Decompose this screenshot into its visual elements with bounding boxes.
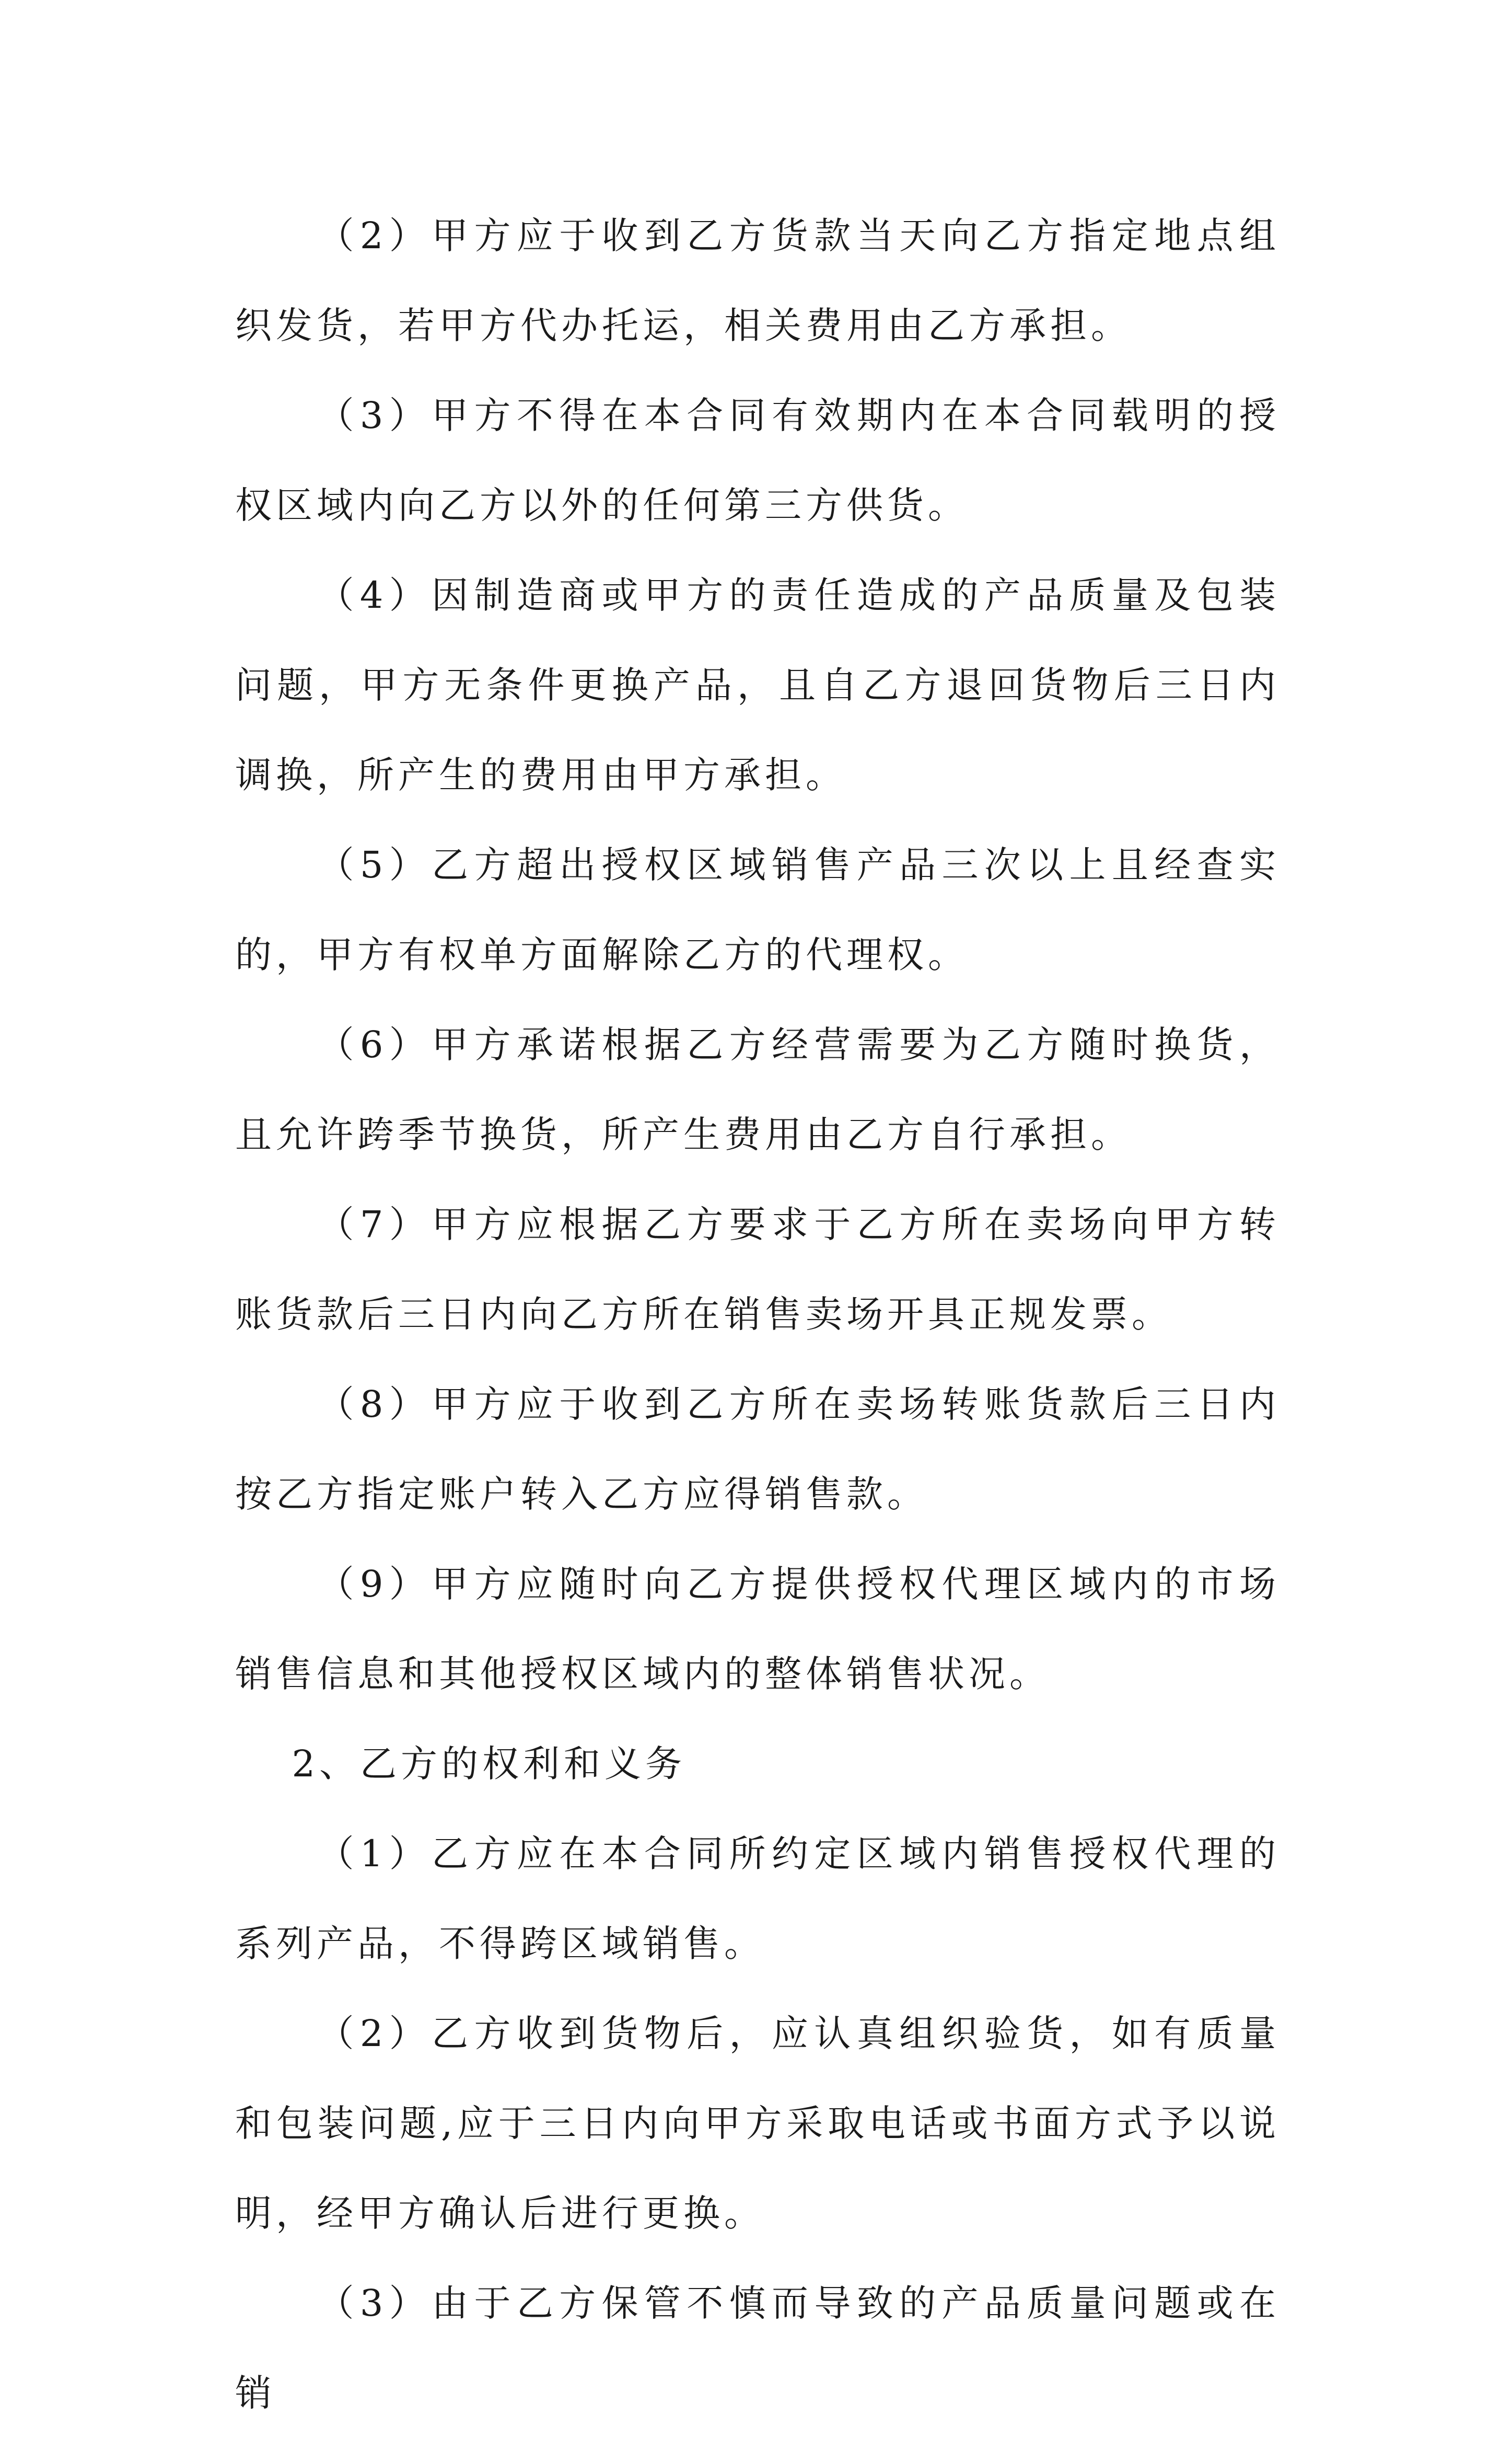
clause-party-b-3: （3）由于乙方保管不慎而导致的产品质量问题或在销 bbox=[235, 2282, 1280, 2414]
clause-party-a-2: （2）甲方应于收到乙方货款当天向乙方指定地点组织发货，若甲方代办托运，相关费用由乙方承担。 bbox=[235, 214, 1280, 347]
clause-party-a-9: （9）甲方应随时向乙方提供授权代理区域内的市场销售信息和其他授权区域内的整体销售状况。 bbox=[235, 1563, 1280, 1695]
section-heading-party-b: 2、乙方的权利和义务 bbox=[292, 1742, 687, 1785]
clause-party-a-3: （3）甲方不得在本合同有效期内在本合同载明的授权区域内向乙方以外的任何第三方供货。 bbox=[235, 394, 1280, 527]
clause-party-a-8: （8）甲方应于收到乙方所在卖场转账货款后三日内按乙方指定账户转入乙方应得销售款。 bbox=[235, 1383, 1280, 1516]
clause-party-a-6: （6）甲方承诺根据乙方经营需要为乙方随时换货，且允许跨季节换货，所产生费用由乙方自行承担。 bbox=[235, 1023, 1280, 1156]
clause-party-a-7: （7）甲方应根据乙方要求于乙方所在卖场向甲方转账货款后三日内向乙方所在销售卖场开具正规发票。 bbox=[235, 1203, 1280, 1336]
document-body bbox=[235, 191, 1280, 2438]
clause-party-a-5: （5）乙方超出授权区域销售产品三次以上且经查实的，甲方有权单方面解除乙方的代理权。 bbox=[235, 844, 1280, 976]
clause-party-a-4: （4）因制造商或甲方的责任造成的产品质量及包装问题，甲方无条件更换产品，且自乙方退回货物后三日内调换，所产生的费用由甲方承担。 bbox=[235, 574, 1280, 796]
clause-party-b-2: （2）乙方收到货物后，应认真组织验货，如有质量和包装问题,应于三日内向甲方采取电话或书面方式予以说明，经甲方确认后进行更换。 bbox=[235, 2012, 1280, 2235]
clause-party-b-1: （1）乙方应在本合同所约定区域内销售授权代理的系列产品，不得跨区域销售。 bbox=[235, 1832, 1280, 1965]
